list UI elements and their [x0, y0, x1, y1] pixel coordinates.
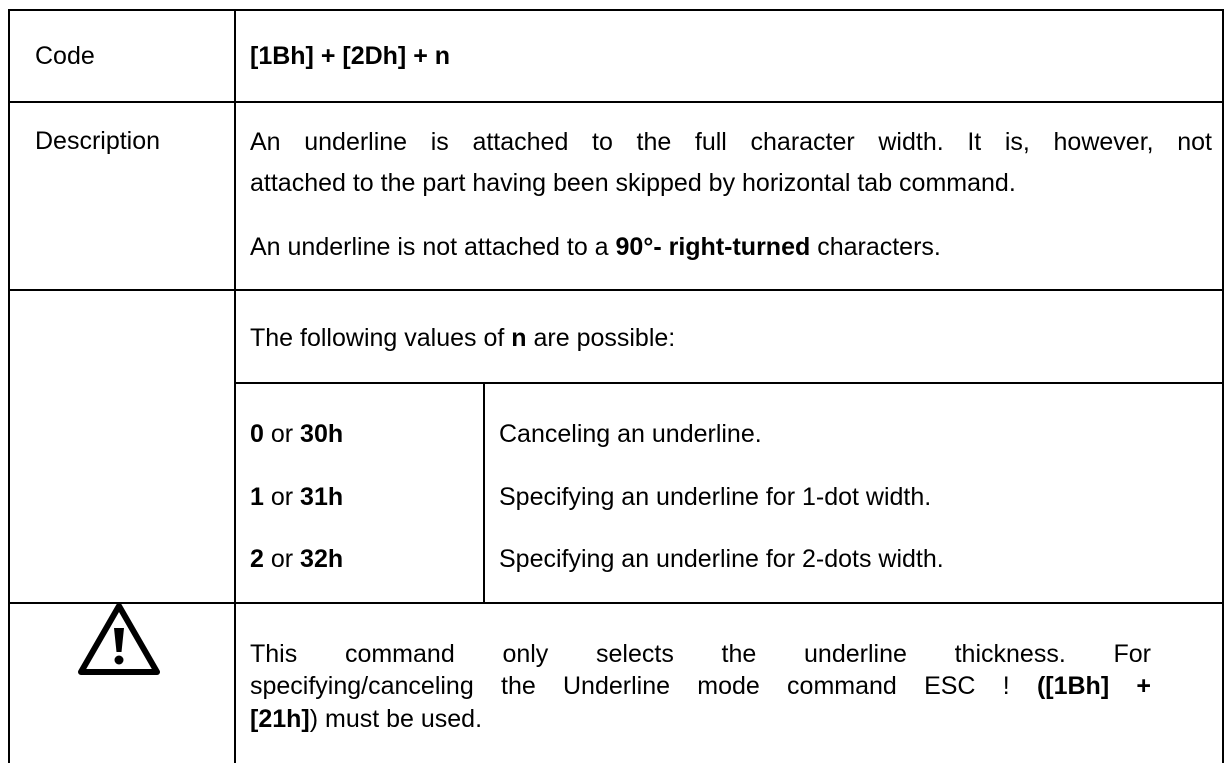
option-value-or: or	[270, 545, 294, 573]
column-divider	[234, 9, 236, 763]
option-value-or: or	[270, 420, 294, 448]
table-border-left	[8, 9, 10, 763]
values-intro-end: are possible:	[526, 324, 676, 352]
warning-line-3-code: [21h]	[250, 705, 310, 733]
description-line-3-end: characters.	[810, 233, 941, 261]
warning-triangle-icon	[77, 600, 161, 676]
option-meaning: Specifying an underline for 1-dot width.	[499, 483, 932, 511]
option-value	[250, 419, 343, 449]
row-divider-code	[8, 101, 1224, 103]
option-value-dec: 0	[250, 420, 264, 448]
warning-line-2-code: ([1Bh] +	[1036, 672, 1151, 700]
description-line-3	[250, 232, 941, 262]
description-line-3-text: An underline is not attached to a	[250, 233, 616, 261]
code-value: [1Bh] + [2Dh] + n	[250, 42, 451, 70]
option-value-hex: 32h	[300, 545, 344, 573]
option-value	[250, 482, 343, 512]
warning-line-1: This command only selects the underline thickness. For	[250, 640, 1151, 668]
warning-line-3	[250, 704, 482, 734]
subtable-column-divider	[483, 382, 485, 603]
row-divider-description	[8, 289, 1224, 291]
option-value-dec: 2	[250, 545, 264, 573]
option-value-dec: 1	[250, 483, 264, 511]
values-intro-param: n	[511, 324, 527, 352]
description-line-2: attached to the part having been skipped by horizontal tab command.	[250, 169, 1016, 197]
warning-line-2-text: specifying/canceling the Underline mode command ESC !	[250, 672, 1037, 700]
option-meaning: Canceling an underline.	[499, 420, 762, 448]
option-value-hex: 31h	[300, 483, 344, 511]
warning-line-2	[250, 671, 1151, 701]
description-line-1: An underline is attached to the full character width. It is, however, not	[250, 128, 1212, 156]
description-label: Description	[35, 127, 161, 155]
option-value-or: or	[270, 483, 294, 511]
warning-line-3-text: ) must be used.	[309, 705, 483, 733]
description-line-3-emphasis: 90°- right-turned	[615, 233, 811, 261]
values-intro	[250, 323, 675, 353]
subtable-divider	[235, 382, 1224, 384]
option-meaning: Specifying an underline for 2-dots width.	[499, 545, 944, 573]
row-divider-values	[8, 602, 1224, 604]
values-intro-text: The following values of	[250, 324, 512, 352]
code-label: Code	[35, 42, 95, 70]
option-value-hex: 30h	[300, 420, 344, 448]
table-border-top	[8, 9, 1224, 11]
table-border-right	[1222, 9, 1224, 763]
option-value	[250, 544, 343, 574]
